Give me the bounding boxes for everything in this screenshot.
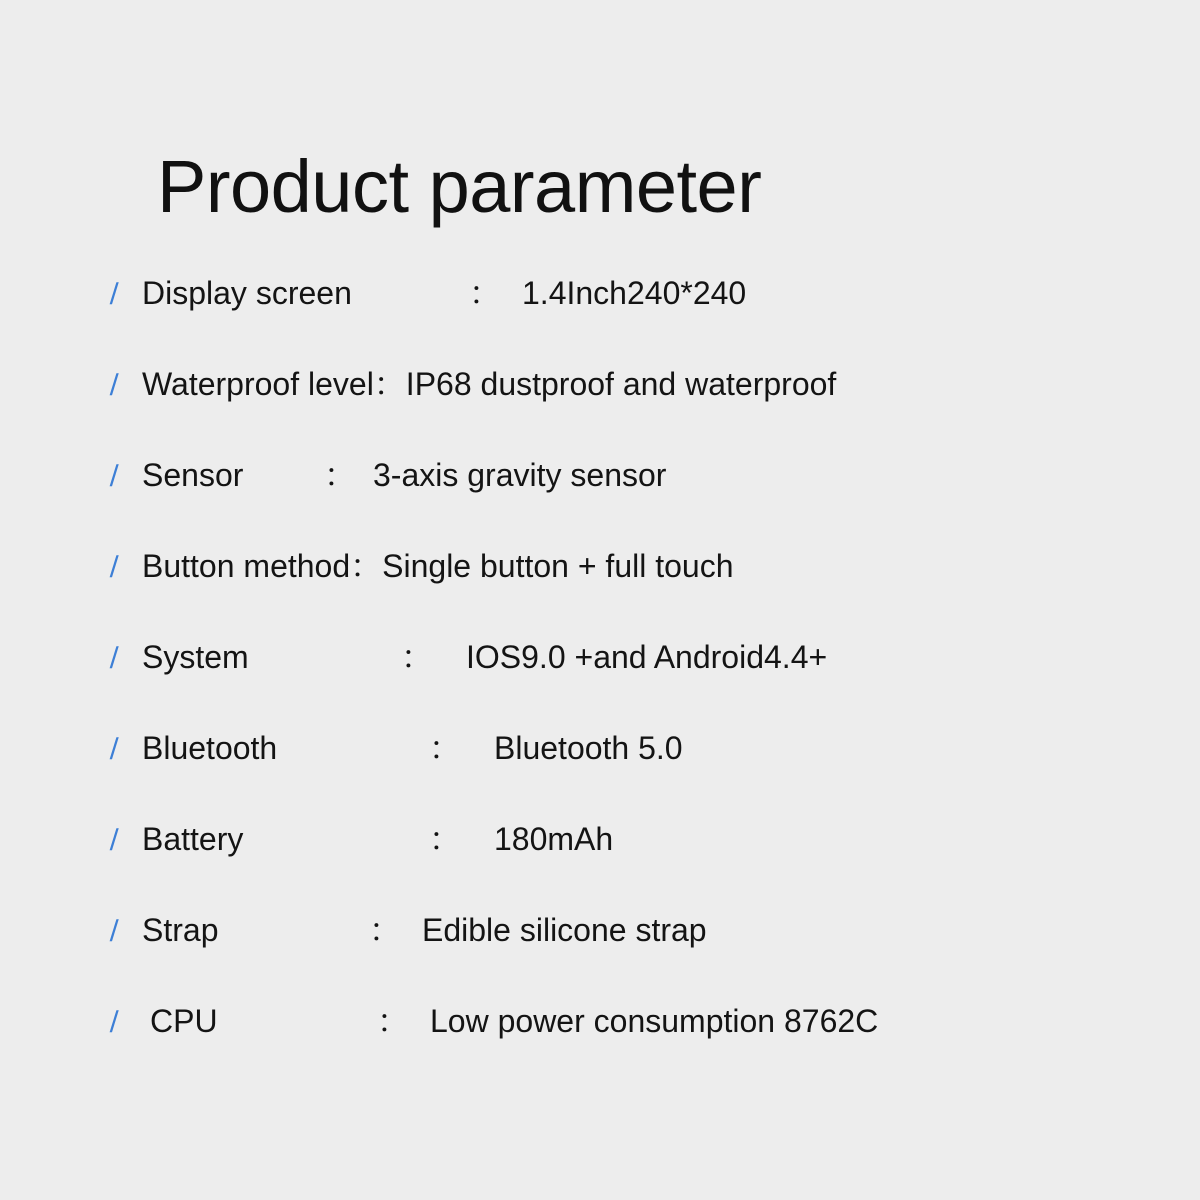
- spec-value: 1.4Inch240*240: [522, 275, 747, 311]
- slash-bullet-icon: /: [109, 824, 119, 857]
- spec-label: CPU: [150, 1003, 218, 1039]
- spec-value: Bluetooth 5.0: [494, 730, 683, 766]
- spec-value: Single button + full touch: [382, 548, 734, 584]
- slash-bullet-icon: /: [109, 551, 119, 584]
- slash-bullet-icon: /: [109, 733, 119, 766]
- spec-label: Waterproof level: [142, 366, 374, 402]
- page-title: Product parameter: [157, 144, 762, 228]
- spec-label: System: [142, 639, 249, 675]
- spec-value: IP68 dustproof and waterproof: [405, 366, 837, 402]
- spec-separator: ：: [350, 548, 383, 584]
- spec-separator: ：: [368, 912, 401, 948]
- spec-separator: ：: [323, 457, 356, 493]
- slash-bullet-icon: /: [109, 1006, 119, 1039]
- slash-bullet-icon: /: [109, 642, 119, 675]
- slash-bullet-icon: /: [109, 915, 119, 948]
- spec-label: Battery: [142, 821, 244, 857]
- list-item: [110, 996, 1140, 1087]
- spec-separator: ：: [428, 730, 461, 766]
- spec-value: Low power consumption 8762C: [430, 1003, 879, 1039]
- spec-separator: ：: [373, 366, 406, 402]
- spec-value: Edible silicone strap: [422, 912, 707, 948]
- list-item: [110, 723, 1140, 814]
- spec-label: Strap: [142, 912, 219, 948]
- slash-bullet-icon: /: [109, 278, 119, 311]
- list-item: [110, 268, 1140, 359]
- list-item: [110, 814, 1140, 905]
- list-item: [110, 359, 1140, 450]
- spec-label: Display screen: [142, 275, 352, 311]
- spec-label: Sensor: [142, 457, 244, 493]
- slash-bullet-icon: /: [109, 369, 119, 402]
- list-item: [110, 632, 1140, 723]
- spec-separator: ：: [376, 1003, 409, 1039]
- spec-list: [110, 268, 1140, 1087]
- slash-bullet-icon: /: [109, 460, 119, 493]
- list-item: [110, 905, 1140, 996]
- spec-value: 3-axis gravity sensor: [373, 457, 667, 493]
- spec-separator: ：: [428, 821, 461, 857]
- spec-separator: ：: [400, 639, 433, 675]
- spec-value: 180mAh: [494, 821, 614, 857]
- list-item: [110, 450, 1140, 541]
- spec-label: Button method: [142, 548, 351, 584]
- spec-separator: ：: [468, 275, 501, 311]
- spec-value: IOS9.0 +and Android4.4+: [466, 639, 828, 675]
- spec-label: Bluetooth: [142, 730, 278, 766]
- list-item: [110, 541, 1140, 632]
